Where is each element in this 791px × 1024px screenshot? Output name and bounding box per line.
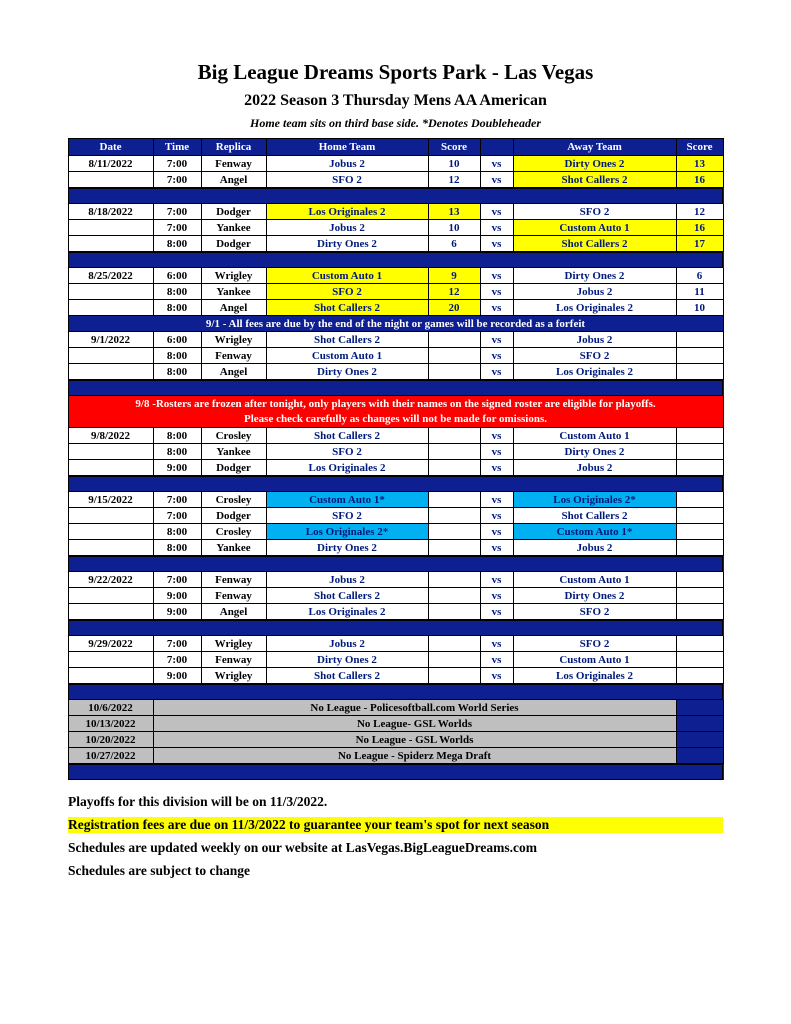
time-cell: 7:00 xyxy=(153,172,201,188)
spacer-row xyxy=(68,556,723,572)
away-team-cell: Custom Auto 1* xyxy=(513,524,676,540)
date-cell: 8/11/2022 xyxy=(68,156,153,172)
home-team-cell: SFO 2 xyxy=(266,172,428,188)
date-cell xyxy=(68,524,153,540)
spacer-row xyxy=(68,620,723,636)
away-score-cell xyxy=(676,588,723,604)
note-line: 9/1 - All fees are due by the end of the night or games will be recorded as a forfeit xyxy=(205,317,586,330)
time-cell: 8:00 xyxy=(153,236,201,252)
no-league-text-cell: No League- GSL Worlds xyxy=(153,716,676,732)
header-cell: Replica xyxy=(201,139,266,156)
spacer-row xyxy=(68,684,723,700)
vs-label: vs xyxy=(480,508,513,524)
vs-label: vs xyxy=(480,444,513,460)
game-row xyxy=(68,220,723,236)
time-cell: 7:00 xyxy=(153,572,201,588)
time-cell: 9:00 xyxy=(153,668,201,684)
game-row xyxy=(68,668,723,684)
home-team-cell: Dirty Ones 2 xyxy=(266,236,428,252)
away-score-cell: 16 xyxy=(676,220,723,236)
home-score-cell: 13 xyxy=(428,204,480,220)
time-cell: 8:00 xyxy=(153,348,201,364)
date-cell xyxy=(68,444,153,460)
header-cell: Time xyxy=(153,139,201,156)
vs-label: vs xyxy=(480,572,513,588)
game-row xyxy=(68,492,723,508)
spacer-cell xyxy=(68,620,723,636)
time-cell: 8:00 xyxy=(153,540,201,556)
date-cell: 10/20/2022 xyxy=(68,732,153,748)
no-league-text-cell: No League - Spiderz Mega Draft xyxy=(153,748,676,764)
home-score-cell xyxy=(428,508,480,524)
game-row xyxy=(68,652,723,668)
replica-cell: Angel xyxy=(201,604,266,620)
spacer-cell xyxy=(68,476,723,492)
replica-cell: Wrigley xyxy=(201,668,266,684)
away-team-cell: Custom Auto 1 xyxy=(513,428,676,444)
time-cell: 9:00 xyxy=(153,588,201,604)
away-team-cell: Dirty Ones 2 xyxy=(513,588,676,604)
time-cell: 7:00 xyxy=(153,508,201,524)
home-score-cell xyxy=(428,540,480,556)
game-row xyxy=(68,428,723,444)
away-team-cell: Dirty Ones 2 xyxy=(513,268,676,284)
away-team-cell: Custom Auto 1 xyxy=(513,652,676,668)
vs-label: vs xyxy=(480,524,513,540)
away-score-cell xyxy=(676,492,723,508)
schedule-table xyxy=(68,138,724,780)
vs-label: vs xyxy=(480,604,513,620)
away-team-cell: Dirty Ones 2 xyxy=(513,444,676,460)
no-league-row xyxy=(68,732,723,748)
away-team-cell: Los Originales 2 xyxy=(513,300,676,316)
away-team-cell: SFO 2 xyxy=(513,348,676,364)
game-row xyxy=(68,604,723,620)
game-row xyxy=(68,460,723,476)
spacer-cell xyxy=(68,684,723,700)
game-row xyxy=(68,636,723,652)
away-score-cell xyxy=(676,508,723,524)
game-row xyxy=(68,364,723,380)
vs-label: vs xyxy=(480,300,513,316)
home-score-cell: 12 xyxy=(428,284,480,300)
time-cell: 7:00 xyxy=(153,652,201,668)
date-cell xyxy=(68,364,153,380)
home-team-note: Home team sits on third base side. *Denotes Doubleheader xyxy=(250,116,541,130)
away-team-cell: Los Originales 2 xyxy=(513,364,676,380)
away-score-cell xyxy=(676,460,723,476)
away-team-cell: SFO 2 xyxy=(513,604,676,620)
home-score-cell xyxy=(428,348,480,364)
spacer-cell xyxy=(68,252,723,268)
vs-label: vs xyxy=(480,636,513,652)
home-score-cell xyxy=(428,652,480,668)
replica-cell: Crosley xyxy=(201,428,266,444)
header-cell: Date xyxy=(68,139,153,156)
replica-cell: Fenway xyxy=(201,588,266,604)
date-cell: 10/6/2022 xyxy=(68,700,153,716)
home-team-cell: Los Originales 2 xyxy=(266,204,428,220)
home-team-cell: SFO 2 xyxy=(266,508,428,524)
no-league-row xyxy=(68,748,723,764)
time-cell: 8:00 xyxy=(153,284,201,300)
vs-label: vs xyxy=(480,284,513,300)
spacer-row xyxy=(68,764,723,780)
away-team-cell: Dirty Ones 2 xyxy=(513,156,676,172)
home-score-cell xyxy=(428,636,480,652)
spacer-cell xyxy=(68,764,723,780)
home-score-cell xyxy=(428,364,480,380)
replica-cell: Dodger xyxy=(201,236,266,252)
fees-due-note-row xyxy=(68,316,723,332)
footer-playoffs-line: Playoffs for this division will be on 11/3/2022. xyxy=(68,794,328,809)
away-score-cell xyxy=(676,428,723,444)
header-cell: Away Team xyxy=(513,139,676,156)
page-title: Big League Dreams Sports Park - Las Vegas xyxy=(197,60,594,84)
away-score-cell xyxy=(676,364,723,380)
vs-label: vs xyxy=(480,348,513,364)
time-cell: 8:00 xyxy=(153,364,201,380)
replica-cell: Wrigley xyxy=(201,636,266,652)
away-score-cell xyxy=(676,348,723,364)
away-score-cell xyxy=(676,572,723,588)
replica-cell: Yankee xyxy=(201,540,266,556)
date-cell: 9/15/2022 xyxy=(68,492,153,508)
game-row xyxy=(68,236,723,252)
date-cell xyxy=(68,236,153,252)
end-cell xyxy=(676,700,723,716)
game-row xyxy=(68,268,723,284)
game-row xyxy=(68,332,723,348)
away-score-cell: 11 xyxy=(676,284,723,300)
replica-cell: Angel xyxy=(201,364,266,380)
spacer-row xyxy=(68,188,723,204)
away-score-cell xyxy=(676,540,723,556)
vs-label: vs xyxy=(480,268,513,284)
vs-label: vs xyxy=(480,204,513,220)
time-cell: 6:00 xyxy=(153,332,201,348)
page-subtitle: 2022 Season 3 Thursday Mens AA American xyxy=(244,92,547,109)
home-team-cell: Shot Callers 2 xyxy=(266,332,428,348)
home-team-cell: Custom Auto 1 xyxy=(266,348,428,364)
home-score-cell xyxy=(428,428,480,444)
note-line: Please check carefully as changes will not be made for omissions. xyxy=(244,412,547,425)
replica-cell: Wrigley xyxy=(201,268,266,284)
home-score-cell: 12 xyxy=(428,172,480,188)
header-cell xyxy=(480,139,513,156)
away-team-cell: Jobus 2 xyxy=(513,540,676,556)
footer-subject-to-change-line: Schedules are subject to change xyxy=(68,863,250,878)
replica-cell: Dodger xyxy=(201,204,266,220)
replica-cell: Dodger xyxy=(201,508,266,524)
time-cell: 7:00 xyxy=(153,492,201,508)
date-cell: 9/22/2022 xyxy=(68,572,153,588)
date-cell xyxy=(68,300,153,316)
no-league-text-cell: No League - GSL Worlds xyxy=(153,732,676,748)
home-team-cell: Jobus 2 xyxy=(266,636,428,652)
date-cell: 8/18/2022 xyxy=(68,204,153,220)
away-team-cell: Jobus 2 xyxy=(513,284,676,300)
home-team-cell: Custom Auto 1 xyxy=(266,268,428,284)
time-cell: 8:00 xyxy=(153,524,201,540)
home-score-cell: 10 xyxy=(428,220,480,236)
replica-cell: Yankee xyxy=(201,284,266,300)
note-line: 9/8 -Rosters are frozen after tonight, only players with their names on the signed roster are eligible for playoffs. xyxy=(135,397,656,410)
end-cell xyxy=(676,748,723,764)
footer xyxy=(68,794,723,879)
vs-label: vs xyxy=(480,172,513,188)
game-row xyxy=(68,572,723,588)
date-cell xyxy=(68,172,153,188)
home-team-cell: Jobus 2 xyxy=(266,572,428,588)
time-cell: 9:00 xyxy=(153,604,201,620)
away-team-cell: Shot Callers 2 xyxy=(513,236,676,252)
away-score-cell: 16 xyxy=(676,172,723,188)
end-cell xyxy=(676,716,723,732)
home-team-cell: Los Originales 2 xyxy=(266,460,428,476)
home-team-cell: Jobus 2 xyxy=(266,220,428,236)
vs-label: vs xyxy=(480,588,513,604)
away-team-cell: Jobus 2 xyxy=(513,332,676,348)
game-row xyxy=(68,300,723,316)
away-score-cell: 10 xyxy=(676,300,723,316)
note-cell xyxy=(68,316,723,332)
away-score-cell xyxy=(676,604,723,620)
replica-cell: Wrigley xyxy=(201,332,266,348)
home-team-cell: Dirty Ones 2 xyxy=(266,364,428,380)
home-score-cell xyxy=(428,588,480,604)
home-team-cell: Shot Callers 2 xyxy=(266,668,428,684)
away-score-cell xyxy=(676,444,723,460)
replica-cell: Fenway xyxy=(201,572,266,588)
home-team-cell: Shot Callers 2 xyxy=(266,588,428,604)
home-score-cell xyxy=(428,572,480,588)
replica-cell: Crosley xyxy=(201,492,266,508)
spacer-row xyxy=(68,380,723,396)
home-team-cell: Jobus 2 xyxy=(266,156,428,172)
home-score-cell: 20 xyxy=(428,300,480,316)
vs-label: vs xyxy=(480,460,513,476)
away-team-cell: Los Originales 2* xyxy=(513,492,676,508)
away-score-cell: 17 xyxy=(676,236,723,252)
vs-label: vs xyxy=(480,492,513,508)
replica-cell: Crosley xyxy=(201,524,266,540)
away-score-cell xyxy=(676,668,723,684)
game-row xyxy=(68,588,723,604)
date-cell xyxy=(68,604,153,620)
game-row xyxy=(68,204,723,220)
home-team-cell: SFO 2 xyxy=(266,444,428,460)
away-score-cell: 13 xyxy=(676,156,723,172)
time-cell: 7:00 xyxy=(153,156,201,172)
time-cell: 8:00 xyxy=(153,444,201,460)
game-row xyxy=(68,172,723,188)
home-team-cell: Custom Auto 1* xyxy=(266,492,428,508)
date-cell: 10/13/2022 xyxy=(68,716,153,732)
vs-label: vs xyxy=(480,220,513,236)
home-team-cell: Los Originales 2 xyxy=(266,604,428,620)
away-team-cell: Custom Auto 1 xyxy=(513,220,676,236)
replica-cell: Fenway xyxy=(201,156,266,172)
away-score-cell: 6 xyxy=(676,268,723,284)
time-cell: 7:00 xyxy=(153,636,201,652)
vs-label: vs xyxy=(480,668,513,684)
spacer-cell xyxy=(68,556,723,572)
away-team-cell: Shot Callers 2 xyxy=(513,508,676,524)
spacer-cell xyxy=(68,380,723,396)
date-cell: 10/27/2022 xyxy=(68,748,153,764)
footer-website-line: Schedules are updated weekly on our website at LasVegas.BigLeagueDreams.com xyxy=(68,840,538,855)
vs-label: vs xyxy=(480,540,513,556)
replica-cell: Yankee xyxy=(201,220,266,236)
away-score-cell xyxy=(676,524,723,540)
home-score-cell: 9 xyxy=(428,268,480,284)
table-header-row xyxy=(68,139,723,156)
away-score-cell xyxy=(676,652,723,668)
date-cell xyxy=(68,348,153,364)
header-cell: Score xyxy=(428,139,480,156)
vs-label: vs xyxy=(480,236,513,252)
date-cell xyxy=(68,668,153,684)
game-row xyxy=(68,524,723,540)
vs-label: vs xyxy=(480,156,513,172)
away-score-cell: 12 xyxy=(676,204,723,220)
game-row xyxy=(68,540,723,556)
date-cell xyxy=(68,588,153,604)
away-team-cell: Custom Auto 1 xyxy=(513,572,676,588)
vs-label: vs xyxy=(480,428,513,444)
home-team-cell: Dirty Ones 2 xyxy=(266,540,428,556)
header-cell: Home Team xyxy=(266,139,428,156)
header-cell: Score xyxy=(676,139,723,156)
time-cell: 8:00 xyxy=(153,428,201,444)
home-score-cell xyxy=(428,492,480,508)
date-cell: 9/29/2022 xyxy=(68,636,153,652)
away-team-cell: Shot Callers 2 xyxy=(513,172,676,188)
away-team-cell: Los Originales 2 xyxy=(513,668,676,684)
date-cell xyxy=(68,508,153,524)
home-score-cell xyxy=(428,444,480,460)
home-team-cell: SFO 2 xyxy=(266,284,428,300)
time-cell: 6:00 xyxy=(153,268,201,284)
away-score-cell xyxy=(676,636,723,652)
home-score-cell xyxy=(428,668,480,684)
replica-cell: Angel xyxy=(201,300,266,316)
home-team-cell: Shot Callers 2 xyxy=(266,428,428,444)
home-score-cell xyxy=(428,332,480,348)
vs-label: vs xyxy=(480,652,513,668)
date-cell xyxy=(68,220,153,236)
replica-cell: Dodger xyxy=(201,460,266,476)
no-league-text-cell: No League - Policesoftball.com World Series xyxy=(153,700,676,716)
no-league-row xyxy=(68,700,723,716)
roster-freeze-note-row xyxy=(68,396,723,428)
away-team-cell: Jobus 2 xyxy=(513,460,676,476)
home-score-cell: 6 xyxy=(428,236,480,252)
replica-cell: Yankee xyxy=(201,444,266,460)
replica-cell: Fenway xyxy=(201,348,266,364)
date-cell: 8/25/2022 xyxy=(68,268,153,284)
away-score-cell xyxy=(676,332,723,348)
away-team-cell: SFO 2 xyxy=(513,636,676,652)
time-cell: 9:00 xyxy=(153,460,201,476)
date-cell: 9/1/2022 xyxy=(68,332,153,348)
replica-cell: Fenway xyxy=(201,652,266,668)
game-row xyxy=(68,348,723,364)
home-team-cell: Los Originales 2* xyxy=(266,524,428,540)
home-score-cell xyxy=(428,524,480,540)
date-cell xyxy=(68,540,153,556)
spacer-row xyxy=(68,476,723,492)
home-team-cell: Dirty Ones 2 xyxy=(266,652,428,668)
spacer-cell xyxy=(68,188,723,204)
date-cell: 9/8/2022 xyxy=(68,428,153,444)
footer-registration-line: Registration fees are due on 11/3/2022 to guarantee your team's spot for next season xyxy=(68,817,723,833)
time-cell: 7:00 xyxy=(153,204,201,220)
vs-label: vs xyxy=(480,364,513,380)
home-score-cell xyxy=(428,460,480,476)
replica-cell: Angel xyxy=(201,172,266,188)
game-row xyxy=(68,444,723,460)
home-score-cell xyxy=(428,604,480,620)
home-team-cell: Shot Callers 2 xyxy=(266,300,428,316)
vs-label: vs xyxy=(480,332,513,348)
date-cell xyxy=(68,652,153,668)
no-league-row xyxy=(68,716,723,732)
game-row xyxy=(68,156,723,172)
home-score-cell: 10 xyxy=(428,156,480,172)
note-cell xyxy=(68,396,723,428)
date-cell xyxy=(68,460,153,476)
spacer-row xyxy=(68,252,723,268)
time-cell: 7:00 xyxy=(153,220,201,236)
game-row xyxy=(68,284,723,300)
game-row xyxy=(68,508,723,524)
date-cell xyxy=(68,284,153,300)
end-cell xyxy=(676,732,723,748)
time-cell: 8:00 xyxy=(153,300,201,316)
away-team-cell: SFO 2 xyxy=(513,204,676,220)
